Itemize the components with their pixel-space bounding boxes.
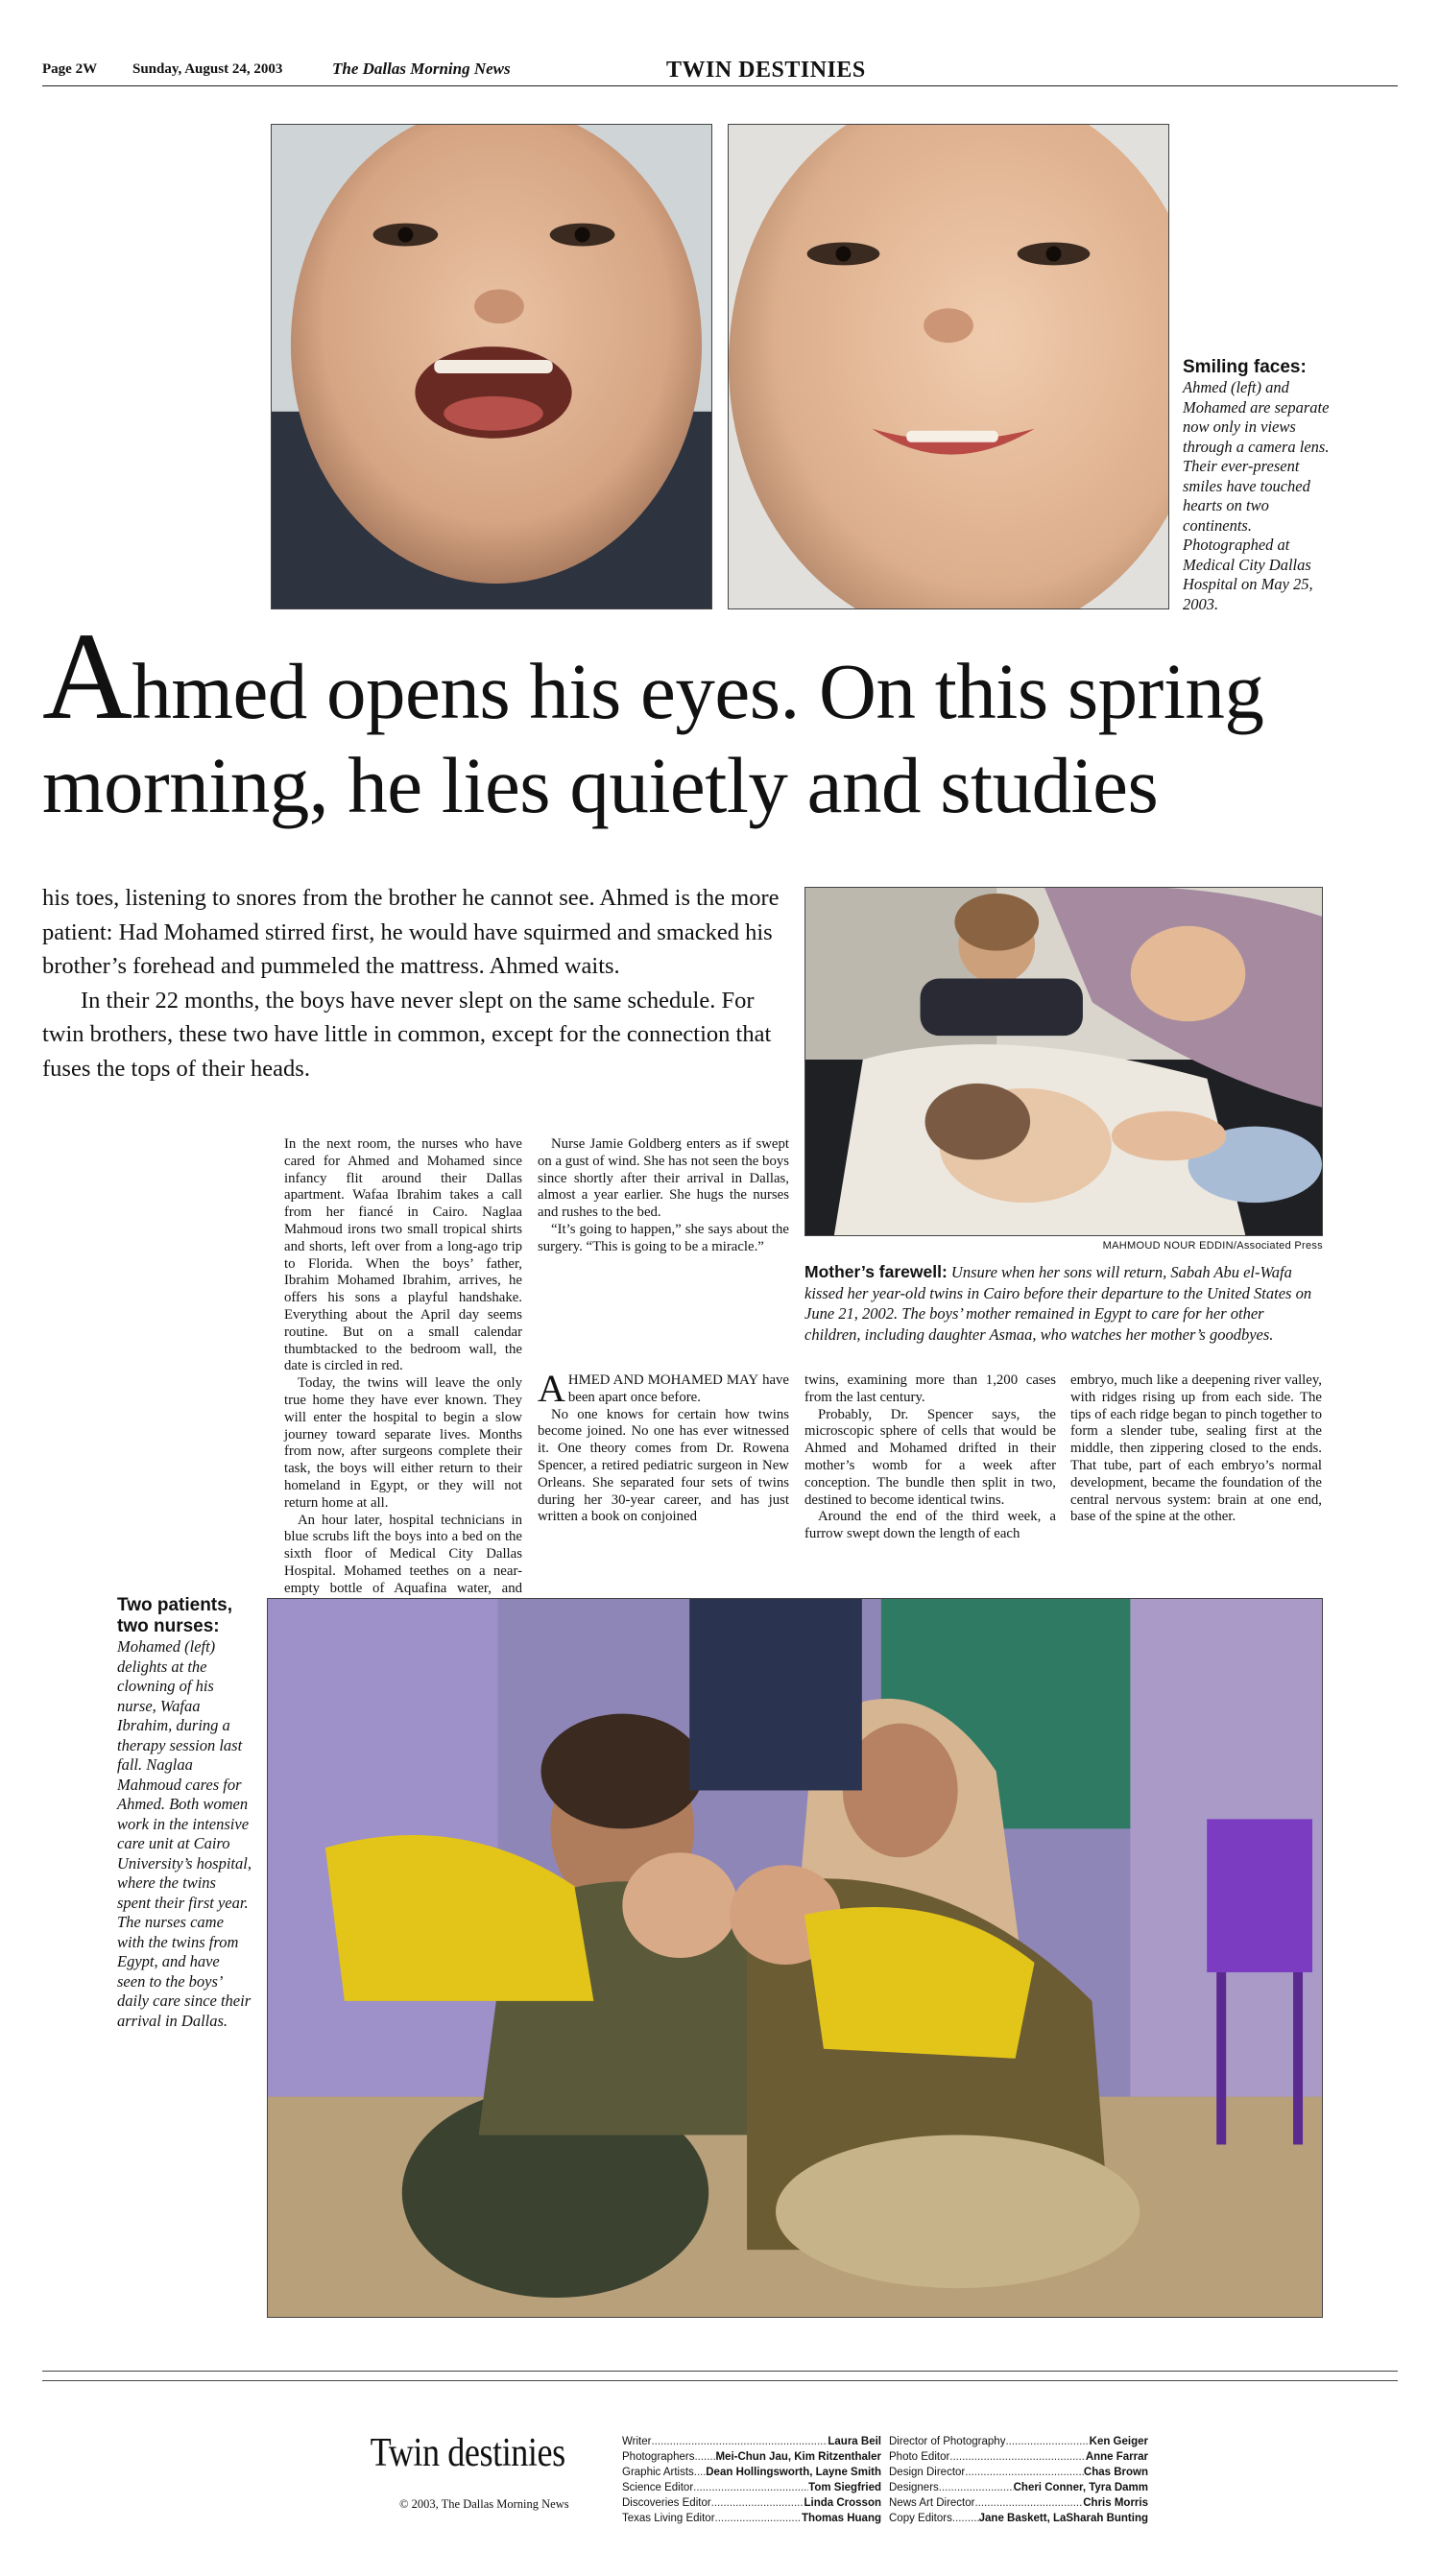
- credits-left: [622, 2434, 881, 2526]
- lead-paragraphs: [42, 881, 791, 1086]
- small-caps-lead: HMED AND MOHAMED MAY: [567, 1372, 759, 1388]
- caption-body: Ahmed (left) and Mohamed are separate now only in views through a camera lens. Their ever-present smiles have touched hearts on two continents. Photographed at Medical City Dallas Hospital on May 25, 2003.: [1183, 378, 1330, 613]
- body-column-3: [804, 1372, 1056, 1543]
- credit-name: Tom Siegfried: [808, 2482, 881, 2493]
- body-paragraph: “It’s going to happen,” she says about the surgery. “This is going to be a miracle.”: [538, 1221, 789, 1254]
- credit-role: Photo Editor: [889, 2451, 950, 2463]
- body-paragraph: Today, the twins will leave the only true home they have ever known. They will enter the hospital to begin a slow journey toward separate lives. Months from now, after surgeons complete their task, the boys will either return to their homeland in Egypt, or they will not return home at all.: [284, 1375, 522, 1511]
- credit-name: Linda Crosson: [804, 2497, 881, 2509]
- copyright: © 2003, The Dallas Morning News: [399, 2497, 569, 2511]
- leader-dots: [952, 2511, 979, 2526]
- credit-name: Dean Hollingsworth, Layne Smith: [706, 2467, 881, 2478]
- leader-dots: [651, 2434, 828, 2449]
- credit-name: Chas Brown: [1083, 2467, 1148, 2478]
- credit-role: Texas Living Editor: [622, 2513, 715, 2524]
- body-paragraph: In the next room, the nurses who have cared for Ahmed and Mohamed since infancy flit around their Dallas apartment. Wafaa Ibrahim takes a call from her fiancé in Cairo. Naglaa Mahmoud irons two small tropical shirts and shorts, left over from a long-ago trip to Florida. When the boys’ father, Ibrahim Mohamed Ibrahim, arrives, he offers his sons a playful handshake. Everything about the April day seems routine. But on a small calendar thumbtacked to the bedroom wall, the date is circled in red.: [284, 1136, 522, 1374]
- credit-role: Writer: [622, 2436, 652, 2447]
- caption-body: Mohamed (left) delights at the clowning of his nurse, Wafaa Ibrahim, during a therapy session last fall. Naglaa Mahmoud cares for Ahmed. Both women work in the intensive care unit at Cairo University’s hospital, where the twins spent their first year. The nurses came with the twins from Egypt, and have seen to the boys’ daily care since their arrival in Dallas.: [117, 1637, 252, 2030]
- credit-row: [622, 2465, 881, 2480]
- footer-rule-top: [42, 2371, 1398, 2372]
- body-paragraph: No one knows for certain how twins become joined. No one has ever witnessed it. One theory comes from Dr. Rowena Spencer, a retired pediatric surgeon in New Orleans. She separated four sets of twins during her 30-year career, and has just written a book on conjoined: [538, 1406, 789, 1525]
- caption-head: Smiling faces:: [1183, 357, 1307, 377]
- credit-row: [622, 2434, 881, 2449]
- credit-name: Jane Baskett, LaSharah Bunting: [978, 2513, 1148, 2524]
- leader-dots: [711, 2495, 804, 2511]
- credit-row: [889, 2465, 1148, 2480]
- body-paragraph: Around the end of the third week, a furrow swept down the length of each: [804, 1509, 1056, 1542]
- photo-mothers-farewell: [804, 887, 1323, 1236]
- credit-name: Anne Farrar: [1085, 2451, 1148, 2463]
- series-title: Twin destinies: [370, 2431, 565, 2475]
- section-title: TWIN DESTINIES: [666, 58, 866, 83]
- leader-dots: [965, 2465, 1084, 2480]
- caption-head: Mother’s farewell:: [804, 1262, 948, 1281]
- credit-row: [622, 2511, 881, 2526]
- credit-role: News Art Director: [889, 2497, 975, 2509]
- leader-dots: [939, 2480, 1014, 2495]
- credit-role: Copy Editors: [889, 2513, 952, 2524]
- issue-date: Sunday, August 24, 2003: [132, 61, 283, 77]
- page-header: [42, 56, 1398, 86]
- credit-row: [622, 2495, 881, 2511]
- credits-right: [889, 2434, 1148, 2526]
- photo-credit: MAHMOUD NOUR EDDIN/Associated Press: [1102, 1240, 1323, 1252]
- caption-head: Two patients, two nurses:: [117, 1595, 232, 1636]
- lead-paragraph: his toes, listening to snores from the brother he cannot see. Ahmed is the more patient: Had Mohamed stirred first, he would have squirmed and smacked his brother’s forehead and pummeled the mattress. Ahmed waits.: [42, 885, 780, 980]
- section-opening-paragraph: [538, 1367, 790, 1410]
- credit-row: [889, 2449, 1148, 2465]
- body-paragraph: twins, examining more than 1,200 cases from the last century.: [804, 1372, 1056, 1405]
- caption-body: Unsure when her sons will return, Sabah Abu el-Wafa kissed her year-old twins in Cairo before their departure to the United States on June 21, 2002. The boys’ mother remained in Egypt to care for her other children, including daughter Asmaa, who watches her mother’s goodbyes.: [804, 1263, 1312, 1344]
- body-paragraph: Probably, Dr. Spencer says, the microscopic sphere of cells that would be Ahmed and Mohamed drifted in their mother’s womb for a week after conception. The bundle then split in two, destined to become identical twins.: [804, 1406, 1056, 1508]
- lead-paragraph: In their 22 months, the boys have never slept on the same schedule. For twin brothers, these two have little in common, except for the connection that fuses the tops of their heads.: [42, 987, 772, 1082]
- headline-text: hmed opens his eyes. On this spring morning, he lies quietly and studies: [42, 647, 1264, 829]
- body-column-2b: [538, 1367, 790, 1526]
- lead-rest: have been apart once before.: [567, 1372, 790, 1405]
- leader-dots: [693, 2480, 808, 2495]
- body-paragraph: embryo, much like a deepening river valley, with ridges rising up from each side. The tips of each ridge began to pinch together to form a slender tube, sealing first at the middle, then zippering closed to the ends. That tube, part of each embryo’s normal development, became the foundation of the central nervous system: brain at one end, base of the spine at the other.: [1070, 1372, 1322, 1525]
- body-paragraph: An hour later, hospital technicians in blue scrubs lift the boys into a bed on the sixth floor of Medical City Dallas Hospital. Mohamed teethes on a near-empty bottle of Aquafina water, and: [284, 1512, 522, 1596]
- leader-dots: [1005, 2434, 1089, 2449]
- body-column-1: [284, 1136, 522, 1666]
- credit-role: Photographers: [622, 2451, 695, 2463]
- credit-row: [889, 2480, 1148, 2495]
- newspaper-name: The Dallas Morning News: [332, 60, 511, 78]
- caption-mothers-farewell: [804, 1261, 1323, 1345]
- drop-cap: A: [538, 1367, 565, 1410]
- credit-name: Cheri Conner, Tyra Damm: [1013, 2482, 1148, 2493]
- credit-row: [889, 2495, 1148, 2511]
- credit-name: Mei-Chun Jau, Kim Ritzenthaler: [715, 2451, 881, 2463]
- caption-two-nurses: [117, 1595, 252, 2031]
- credit-role: Designers: [889, 2482, 939, 2493]
- credit-row: [889, 2434, 1148, 2449]
- credit-name: Chris Morris: [1083, 2497, 1148, 2509]
- body-paragraph: Nurse Jamie Goldberg enters as if swept on a gust of wind. She has not seen the boys since shortly after their arrival in Dallas, almost a year earlier. She hugs the nurses and rushes to the bed.: [538, 1136, 789, 1221]
- credit-role: Director of Photography: [889, 2436, 1006, 2447]
- credit-role: Science Editor: [622, 2482, 694, 2493]
- photo-ahmed-smiling: [271, 124, 712, 609]
- credit-role: Design Director: [889, 2467, 966, 2478]
- leader-dots: [974, 2495, 1083, 2511]
- caption-smiling-faces: [1183, 357, 1336, 614]
- credit-row: [622, 2449, 881, 2465]
- page-number: Page 2W: [42, 61, 98, 77]
- footer-rule-bottom: [42, 2380, 1398, 2381]
- headline-drop-letter: A: [42, 608, 132, 746]
- credit-role: Discoveries Editor: [622, 2497, 711, 2509]
- leader-dots: [715, 2511, 802, 2526]
- headline: [42, 608, 1405, 832]
- photo-mohamed-smiling: [728, 124, 1169, 609]
- credit-name: Laura Beil: [828, 2436, 881, 2447]
- body-column-4: [1070, 1372, 1322, 1526]
- credit-row: [622, 2480, 881, 2495]
- credit-row: [889, 2511, 1148, 2526]
- credit-role: Graphic Artists: [622, 2467, 694, 2478]
- body-column-2: [538, 1136, 789, 1256]
- credit-name: Thomas Huang: [801, 2513, 881, 2524]
- leader-dots: [694, 2465, 706, 2480]
- photo-two-nurses: [267, 1598, 1323, 2318]
- credit-name: Ken Geiger: [1089, 2436, 1148, 2447]
- leader-dots: [694, 2449, 715, 2465]
- leader-dots: [949, 2449, 1086, 2465]
